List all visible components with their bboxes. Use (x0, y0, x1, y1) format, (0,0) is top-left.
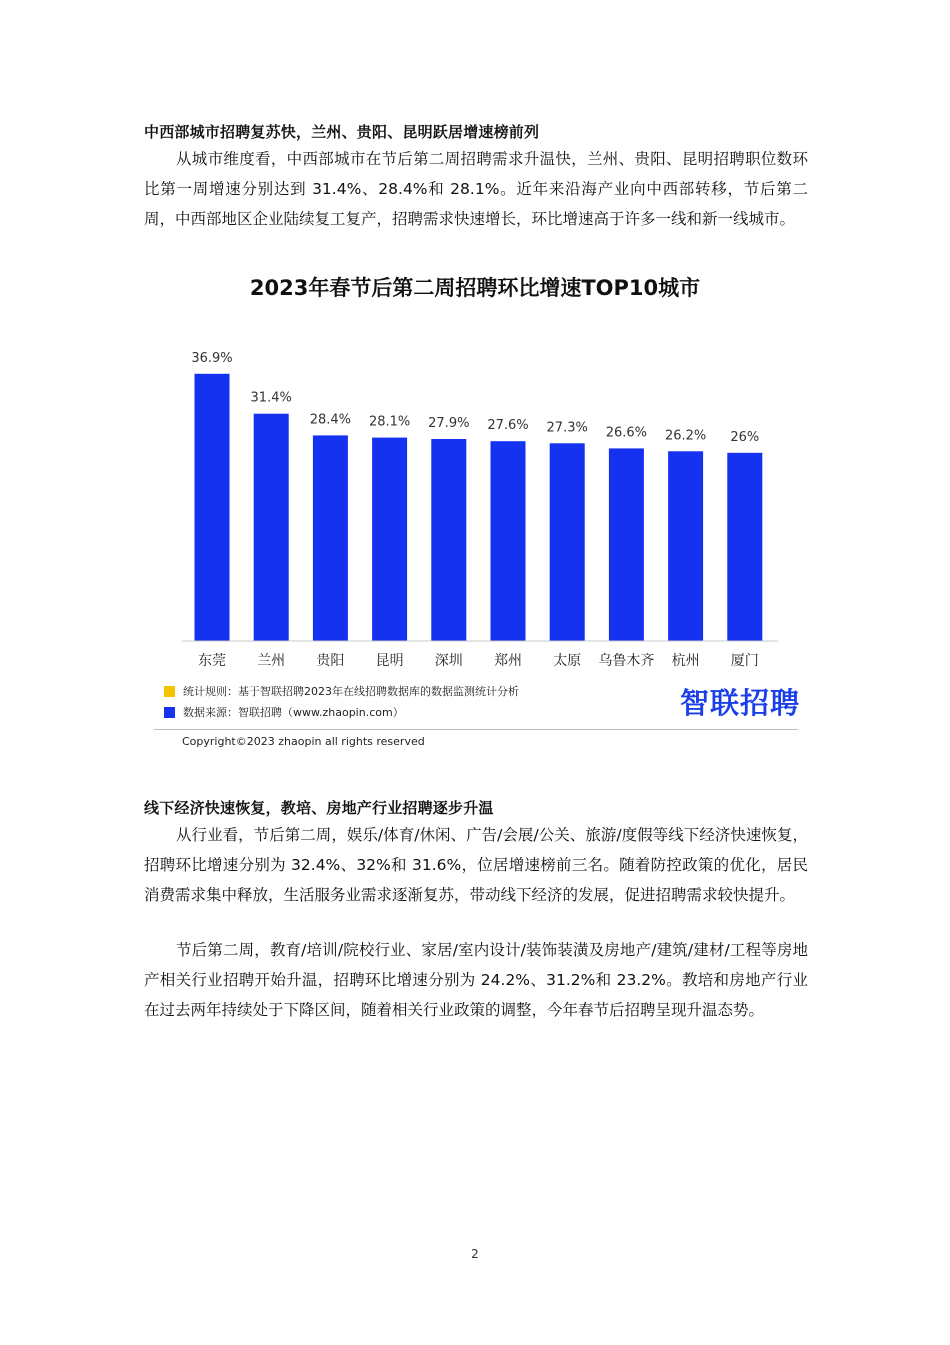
category-label: 昆明 (375, 653, 404, 669)
legend-item-rule (164, 683, 519, 699)
bar-贵阳 (313, 435, 348, 641)
category-label: 深圳 (434, 653, 463, 669)
bar-兰州 (254, 414, 289, 641)
bar-乌鲁木齐 (609, 448, 644, 641)
data-label: 28.4% (309, 412, 352, 428)
data-label: 26% (730, 429, 760, 445)
data-label: 27.6% (487, 418, 529, 434)
data-label: 28.1% (368, 414, 411, 430)
data-label: 31.4% (250, 390, 292, 406)
category-label: 杭州 (671, 653, 700, 669)
legend-label-rule: 统计规则：基于智联招聘2023年在线招聘数据库的数据监测统计分析 (183, 685, 519, 698)
data-label: 26.2% (664, 428, 707, 444)
paragraph-industries-1: 从行业看，节后第二周，娱乐/体育/休闲、广告/会展/公关、旅游/度假等线下经济快速恢复，招聘环比增速分别为 32.4%、32%和 31.6%，位居增速榜前三名。随着防控政策的优化，居民消费需求集中释放，生活服务业需求逐渐复苏，带动线下经济的发展，促进招聘需求较快提升。 (144, 826, 808, 904)
data-label: 36.9% (191, 350, 233, 366)
category-label: 东莞 (198, 653, 226, 669)
bar-东莞 (195, 374, 230, 641)
legend-swatch-yellow (164, 686, 175, 697)
category-label: 太原 (553, 653, 582, 669)
paragraph-cities: 从城市维度看，中西部城市在节后第二周招聘需求升温快，兰州、贵阳、昆明招聘职位数环比第一周增速分别达到 31.4%、28.4%和 28.1%。近年来沿海产业向中西部转移，节后第二周，中西部地区企业陆续复工复产，招聘需求快速增长，环比增速高于许多一线和新一线城市。 (144, 150, 808, 228)
bar-郑州 (491, 441, 526, 641)
chart-divider (154, 729, 798, 730)
legend-label-source: 数据来源：智联招聘（www.zhaopin.com） (183, 706, 404, 719)
category-label: 郑州 (494, 653, 522, 669)
legend-item-source (164, 704, 404, 720)
bar-太原 (550, 443, 585, 641)
bar-深圳 (431, 439, 466, 641)
category-label: 兰州 (257, 653, 286, 669)
bar-厦门 (727, 453, 762, 641)
chart-title: 2023年春节后第二周招聘环比增速TOP10城市 (249, 276, 701, 300)
data-label: 26.6% (605, 425, 648, 441)
data-label: 27.9% (428, 416, 470, 431)
category-label: 乌鲁木齐 (598, 653, 655, 669)
legend-swatch-blue (164, 707, 175, 718)
category-label: 贵阳 (316, 653, 345, 669)
page-number: 2 (471, 1247, 479, 1261)
zhaopin-logo: 智联招聘 (680, 686, 801, 720)
bar-chart (150, 320, 800, 670)
category-label: 厦门 (730, 653, 759, 669)
section-heading-industries: 线下经济快速恢复，教培、房地产行业招聘逐步升温 (144, 799, 494, 817)
bar-杭州 (668, 451, 703, 641)
copyright-text: Copyright©2023 zhaopin all rights reserved (182, 735, 425, 748)
bar-昆明 (372, 438, 407, 641)
paragraph-industries-2: 节后第二周，教育/培训/院校行业、家居/室内设计/装饰装潢及房地产/建筑/建材/工程等房地产相关行业招聘开始升温，招聘环比增速分别为 24.2%、31.2%和 23.2%。教培和房地产行业在过去两年持续处于下降区间，随着相关行业政策的调整，今年春节后招聘呈现升温态势。 (144, 941, 808, 1019)
data-label: 27.3% (546, 420, 588, 436)
section-heading-cities: 中西部城市招聘复苏快，兰州、贵阳、昆明跃居增速榜前列 (144, 123, 540, 141)
